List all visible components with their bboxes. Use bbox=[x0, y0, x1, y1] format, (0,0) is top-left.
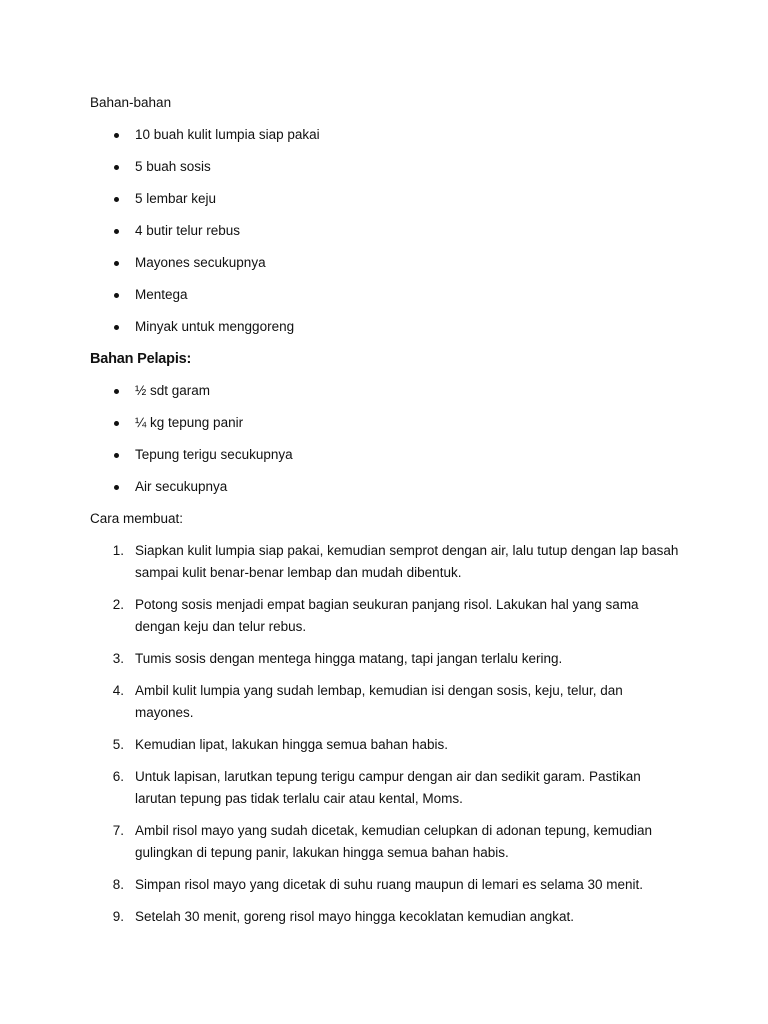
list-item bbox=[90, 252, 680, 274]
list-item bbox=[90, 412, 680, 434]
coating-list bbox=[90, 380, 680, 498]
bullet-icon bbox=[114, 293, 119, 298]
list-item bbox=[90, 380, 680, 402]
list-item-text: 4 butir telur rebus bbox=[135, 223, 241, 238]
bullet-icon bbox=[114, 197, 119, 202]
step-text: Tumis sosis dengan mentega hingga matang, tapi jangan terlalu kering. bbox=[135, 651, 563, 666]
list-item bbox=[90, 156, 680, 178]
list-item-text: ¼ kg tepung panir bbox=[135, 415, 244, 430]
step-text: Siapkan kulit lumpia siap pakai, kemudian semprot dengan air, lalu tutup dengan lap basah sampai kulit benar-benar lembap dan mudah dibentuk. bbox=[135, 543, 679, 580]
list-item-text: Tepung terigu secukupnya bbox=[135, 447, 293, 462]
bullet-icon bbox=[114, 421, 119, 426]
step-text: Ambil risol mayo yang sudah dicetak, kemudian celupkan di adonan tepung, kemudian gulingkan di tepung panir, lakukan hingga semua bahan habis. bbox=[135, 823, 653, 860]
list-item-text: Mentega bbox=[135, 287, 188, 302]
step-number: 2. bbox=[112, 597, 124, 612]
step-text: Simpan risol mayo yang dicetak di suhu ruang maupun di lemari es selama 30 menit. bbox=[135, 877, 644, 892]
list-item bbox=[90, 284, 680, 306]
list-item-text: ½ sdt garam bbox=[135, 383, 211, 398]
bullet-icon bbox=[114, 325, 119, 330]
list-item-text: Air secukupnya bbox=[135, 479, 228, 494]
list-item bbox=[90, 316, 680, 338]
step-item bbox=[90, 540, 680, 584]
bullet-icon bbox=[114, 389, 119, 394]
step-text: Kemudian lipat, lakukan hingga semua bahan habis. bbox=[135, 737, 448, 752]
coating-heading: Bahan Pelapis: bbox=[90, 351, 192, 367]
bullet-icon bbox=[114, 261, 119, 266]
step-number: 1. bbox=[112, 543, 124, 558]
step-item bbox=[90, 594, 680, 638]
step-item bbox=[90, 766, 680, 810]
step-number: 7. bbox=[112, 823, 124, 838]
step-number: 9. bbox=[112, 909, 124, 924]
step-item bbox=[90, 874, 680, 896]
method-steps-list bbox=[90, 540, 680, 928]
method-heading: Cara membuat: bbox=[90, 511, 184, 526]
step-number: 4. bbox=[112, 683, 124, 698]
list-item-text: 5 lembar keju bbox=[135, 191, 217, 206]
ingredients-list bbox=[90, 124, 680, 338]
list-item bbox=[90, 220, 680, 242]
document-page bbox=[90, 92, 680, 938]
step-number: 3. bbox=[112, 651, 124, 666]
bullet-icon bbox=[114, 133, 119, 138]
list-item-text: Minyak untuk menggoreng bbox=[135, 319, 295, 334]
list-item-text: 5 buah sosis bbox=[135, 159, 211, 174]
step-item bbox=[90, 648, 680, 670]
step-item bbox=[90, 820, 680, 864]
step-item bbox=[90, 680, 680, 724]
step-text: Potong sosis menjadi empat bagian seukuran panjang risol. Lakukan hal yang sama dengan keju dan telur rebus. bbox=[135, 597, 639, 634]
bullet-icon bbox=[114, 453, 119, 458]
list-item bbox=[90, 188, 680, 210]
step-number: 5. bbox=[112, 737, 124, 752]
step-number: 6. bbox=[112, 769, 124, 784]
list-item-text: Mayones secukupnya bbox=[135, 255, 266, 270]
step-item bbox=[90, 734, 680, 756]
list-item-text: 10 buah kulit lumpia siap pakai bbox=[135, 127, 320, 142]
list-item bbox=[90, 124, 680, 146]
step-text: Untuk lapisan, larutkan tepung terigu campur dengan air dan sedikit garam. Pastikan larutan tepung pas tidak terlalu cair atau kental, Moms. bbox=[135, 769, 641, 806]
bullet-icon bbox=[114, 165, 119, 170]
ingredients-heading: Bahan-bahan bbox=[90, 95, 172, 110]
list-item bbox=[90, 444, 680, 466]
list-item bbox=[90, 476, 680, 498]
bullet-icon bbox=[114, 485, 119, 490]
bullet-icon bbox=[114, 229, 119, 234]
step-item bbox=[90, 906, 680, 928]
step-text: Setelah 30 menit, goreng risol mayo hingga kecoklatan kemudian angkat. bbox=[135, 909, 575, 924]
step-number: 8. bbox=[112, 877, 124, 892]
step-text: Ambil kulit lumpia yang sudah lembap, kemudian isi dengan sosis, keju, telur, dan mayones. bbox=[135, 683, 623, 720]
